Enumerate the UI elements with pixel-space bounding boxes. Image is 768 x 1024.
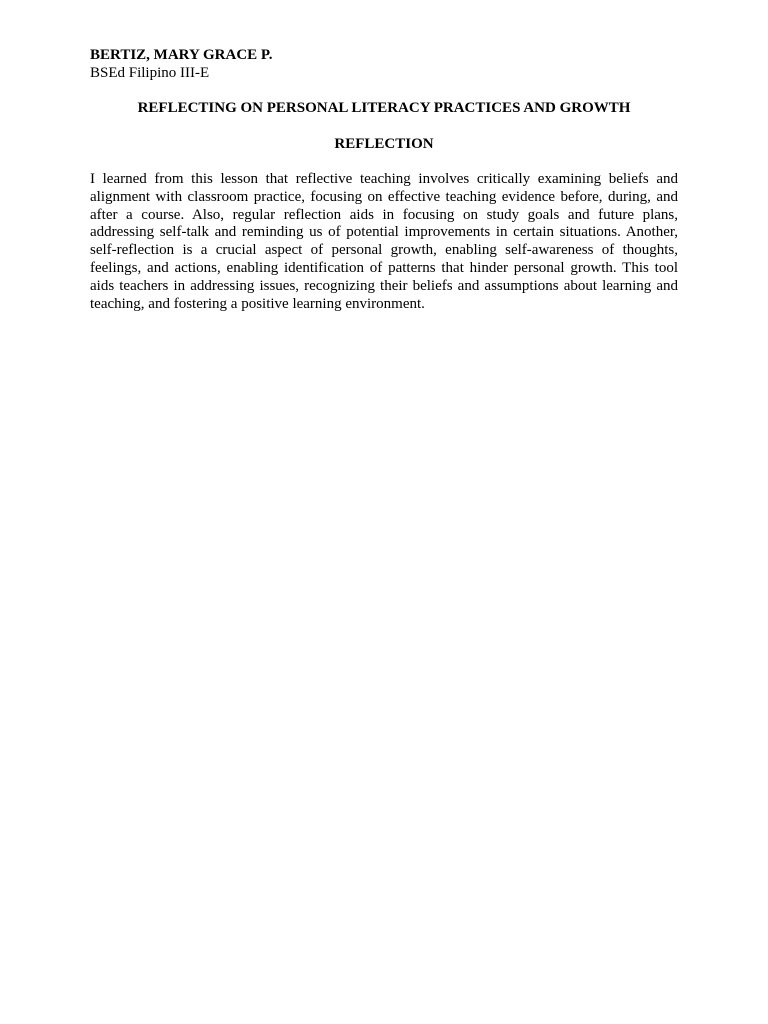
author-name: BERTIZ, MARY GRACE P. — [90, 47, 273, 63]
document-content — [90, 46, 678, 313]
reflection-paragraph: I learned from this lesson that reflective teaching involves critically examining beliefs and alignment with classroom practice, focusing on effective teaching evidence before, during, and after a course. Also, regular reflection aids in focusing on study goals and future plans, addressing self-talk and reminding us of potential improvements in certain situations. Another, self-reflection is a crucial aspect of personal growth, enabling self-awareness of thoughts, feelings, and actions, enabling identification of patterns that hinder personal growth. This tool aids teachers in addressing issues, recognizing their beliefs and assumptions about learning and teaching, and fostering a positive learning environment. — [90, 171, 678, 312]
section-heading: REFLECTION — [334, 136, 434, 152]
document-title: REFLECTING ON PERSONAL LITERACY PRACTICES AND GROWTH — [137, 100, 631, 116]
course-section: BSEd Filipino III-E — [90, 65, 210, 81]
